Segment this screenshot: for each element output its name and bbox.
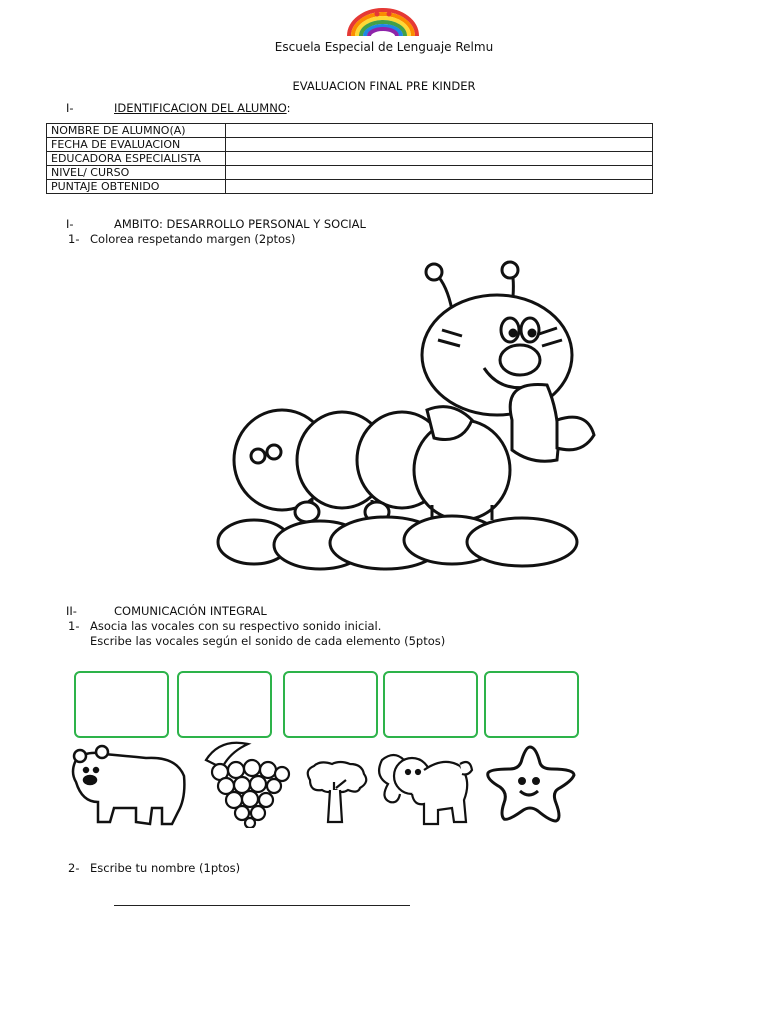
table-row xyxy=(47,124,653,138)
row-label: NIVEL/ CURSO xyxy=(47,166,226,180)
section-heading: COMUNICACIÓN INTEGRAL xyxy=(114,604,267,618)
heading-colon: : xyxy=(286,101,291,115)
item-number: 1- xyxy=(68,232,80,246)
item-number: 2- xyxy=(68,861,80,875)
caterpillar-drawing xyxy=(212,260,612,572)
section-heading xyxy=(114,101,291,115)
grapes-icon xyxy=(200,738,292,828)
vowel-answer-box[interactable] xyxy=(74,671,169,738)
item-text: Escribe tu nombre (1ptos) xyxy=(90,861,241,875)
student-info-table xyxy=(46,123,653,194)
row-label: EDUCADORA ESPECIALISTA xyxy=(47,152,226,166)
vowel-answer-box[interactable] xyxy=(383,671,478,738)
school-name: Escuela Especial de Lenguaje Relmu xyxy=(274,40,494,54)
elephant-icon xyxy=(374,750,474,830)
row-value[interactable] xyxy=(226,152,653,166)
row-label: NOMBRE DE ALUMNO(A) xyxy=(47,124,226,138)
item-text: Colorea respetando margen (2ptos) xyxy=(90,232,296,246)
row-value[interactable] xyxy=(226,124,653,138)
section-number: II- xyxy=(66,604,77,618)
row-value[interactable] xyxy=(226,180,653,194)
row-value[interactable] xyxy=(226,166,653,180)
item-text-line2: Escribe las vocales según el sonido de cada elemento (5ptos) xyxy=(90,634,446,648)
tree-icon xyxy=(300,760,370,824)
item-text-line1: Asocia las vocales con su respectivo sonido inicial. xyxy=(90,619,382,633)
section-number: I- xyxy=(66,101,74,115)
name-answer-line[interactable] xyxy=(114,905,410,906)
row-label: FECHA DE EVALUACION xyxy=(47,138,226,152)
section-heading: AMBITO: DESARROLLO PERSONAL Y SOCIAL xyxy=(114,217,366,231)
rainbow-logo xyxy=(345,8,421,38)
table-row xyxy=(47,152,653,166)
page-title: EVALUACION FINAL PRE KINDER xyxy=(292,79,476,93)
bear-icon xyxy=(66,742,188,826)
vowel-answer-box[interactable] xyxy=(484,671,579,738)
row-label: PUNTAJE OBTENIDO xyxy=(47,180,226,194)
vowel-answer-box[interactable] xyxy=(177,671,272,738)
table-row xyxy=(47,166,653,180)
table-row xyxy=(47,180,653,194)
star-icon xyxy=(482,743,578,823)
section-number: I- xyxy=(66,217,74,231)
table-row xyxy=(47,138,653,152)
section-heading-text: IDENTIFICACION DEL ALUMNO xyxy=(114,101,287,115)
vowel-answer-box[interactable] xyxy=(283,671,378,738)
item-number: 1- xyxy=(68,619,80,633)
row-value[interactable] xyxy=(226,138,653,152)
